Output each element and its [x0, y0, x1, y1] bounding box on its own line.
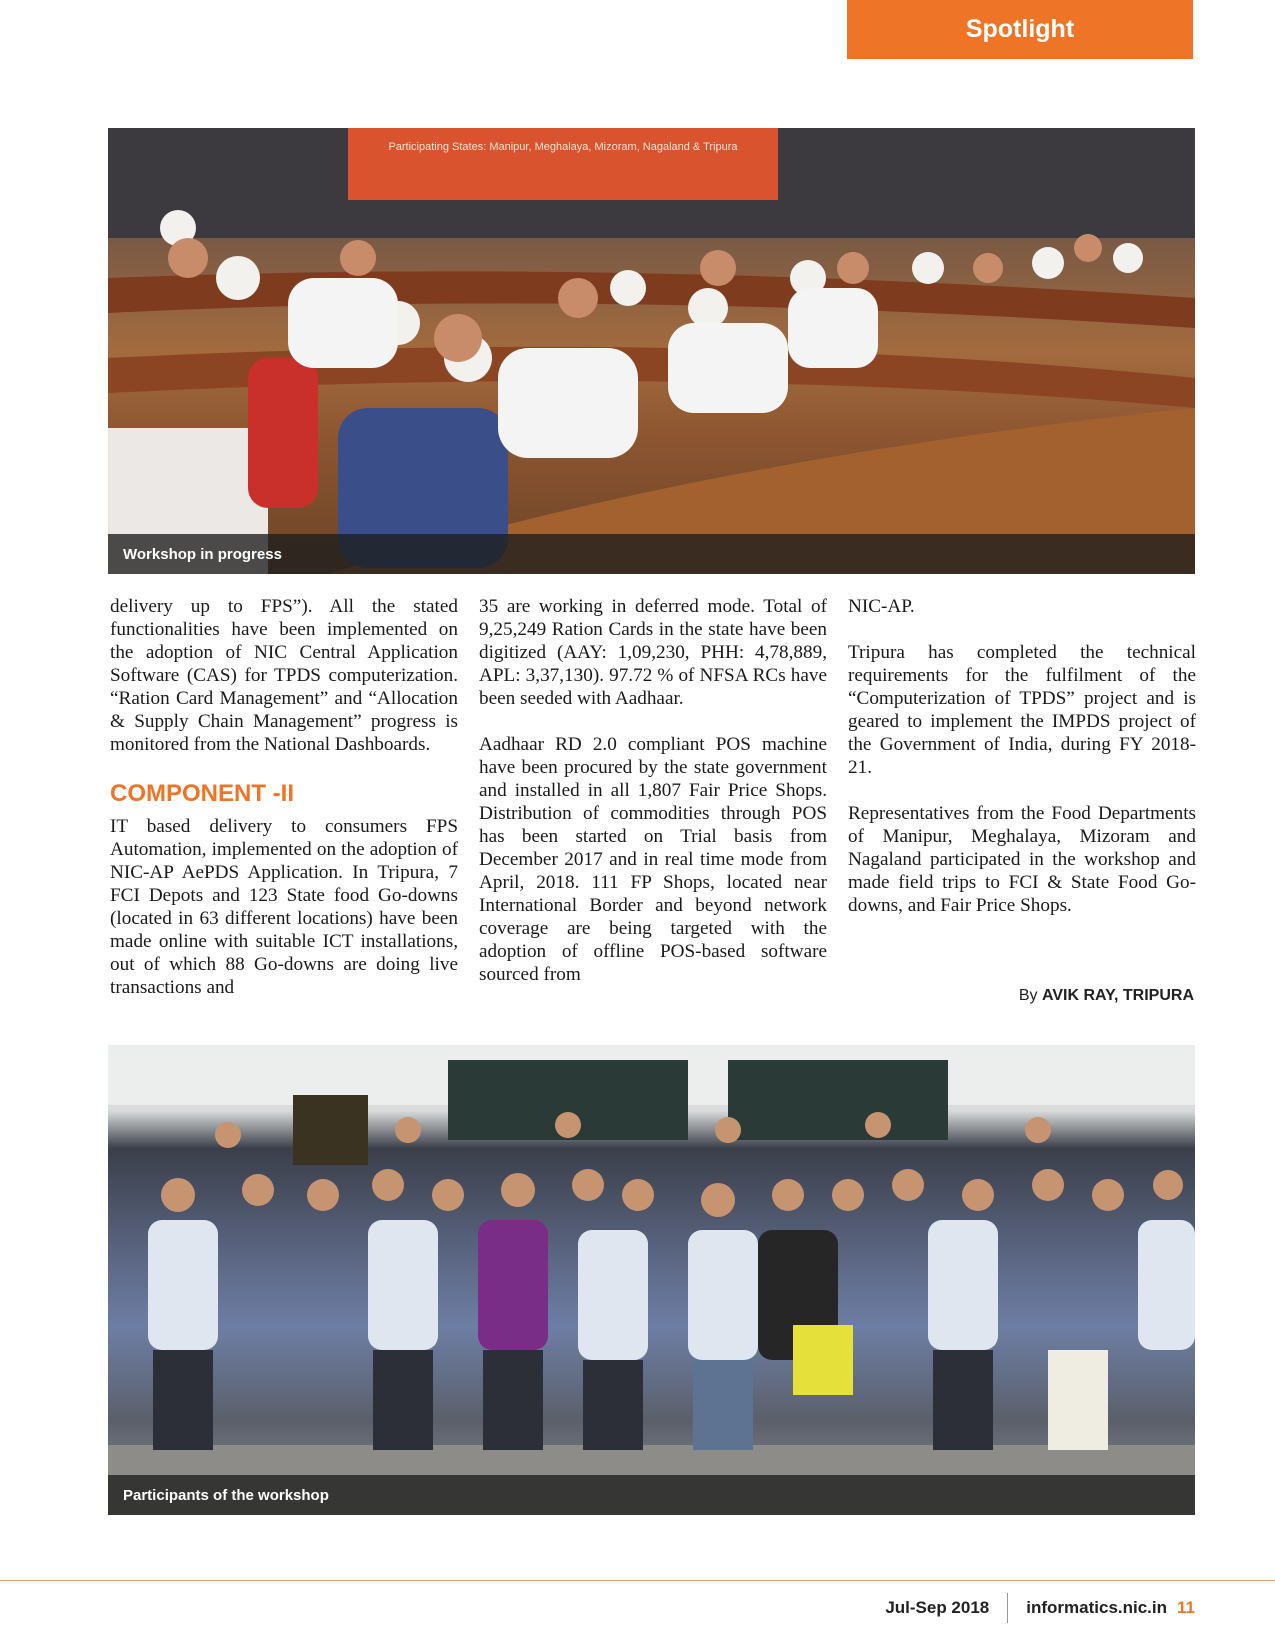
photo-caption: Workshop in progress — [108, 534, 1195, 574]
group-photo — [108, 1045, 1195, 1515]
issue-date: Jul-Sep 2018 — [885, 1598, 990, 1617]
page-footer — [885, 1593, 1195, 1623]
group-scene — [108, 1045, 1195, 1515]
workshop-photo — [108, 128, 1195, 574]
article-column-2 — [479, 595, 827, 986]
article-column-3 — [848, 595, 1196, 917]
section-tab: Spotlight — [847, 0, 1193, 59]
article-paragraph: Aadhaar RD 2.0 compliant POS machine have been procured by the state government and installed in all 1,807 Fair Price Shops. Distribution of commodities through POS has been started on Trial basis from December 2017 and in real time mode from April, 2018. 111 FP Shops, located near International Border and beyond network coverage are being targeted with the adoption of offline POS-based software sourced from — [479, 734, 827, 985]
footer-separator — [1007, 1593, 1008, 1623]
article-paragraph: 35 are working in deferred mode. Total of 9,25,249 Ration Cards in the state have been digitized (AAY: 1,09,230, PHH: 4,78,889, APL: 3,37,130). 97.72 % of NFSA RCs have been seeded with Aadhaar. — [479, 596, 827, 709]
event-banner-text: Participating States: Manipur, Meghalaya, Mizoram, Nagaland & Tripura — [388, 141, 738, 153]
article-paragraph: Tripura has completed the technical requirements for the fulfilment of the “Computerization of TPDS” project and is geared to implement the IMPDS project of the Government of India, during FY 2018-21. — [848, 642, 1196, 778]
author-byline — [848, 987, 1194, 1005]
article-paragraph: delivery up to FPS”). All the stated functionalities have been implemented on the adoption of NIC Central Application Software (CAS) for TPDS computerization. “Ration Card Management” and “Allocation & Supply Chain Management” progress is monitored from the National Dashboards. — [110, 596, 458, 755]
photo-caption: Participants of the workshop — [108, 1475, 1195, 1515]
page-number: 11 — [1177, 1598, 1195, 1617]
article-paragraph: IT based delivery to consumers FPS Automation, implemented on the adoption of NIC-AP AePDS Application. In Tripura, 7 FCI Depots and 123 State food Go-downs (located in 63 different locations) have been made online with suitable ICT installations, out of which 88 Go-downs are doing live transactions and — [110, 816, 458, 998]
article-paragraph: Representatives from the Food Departments of Manipur, Meghalaya, Mizoram and Nagaland participated in the workshop and made field trips to FCI & State Food Go-downs, and Fair Price Shops. — [848, 803, 1196, 916]
byline-prefix: By — [1018, 987, 1038, 1004]
article-column-1 — [110, 595, 458, 999]
byline-author: AVIK RAY, TRIPURA — [1041, 987, 1194, 1004]
section-heading: COMPONENT -II — [110, 780, 294, 807]
workshop-scene — [108, 128, 1195, 574]
article-paragraph: NIC-AP. — [848, 596, 915, 617]
site-link[interactable]: informatics.nic.in — [1026, 1598, 1168, 1617]
event-banner — [348, 128, 778, 200]
footer-divider — [0, 1580, 1275, 1581]
